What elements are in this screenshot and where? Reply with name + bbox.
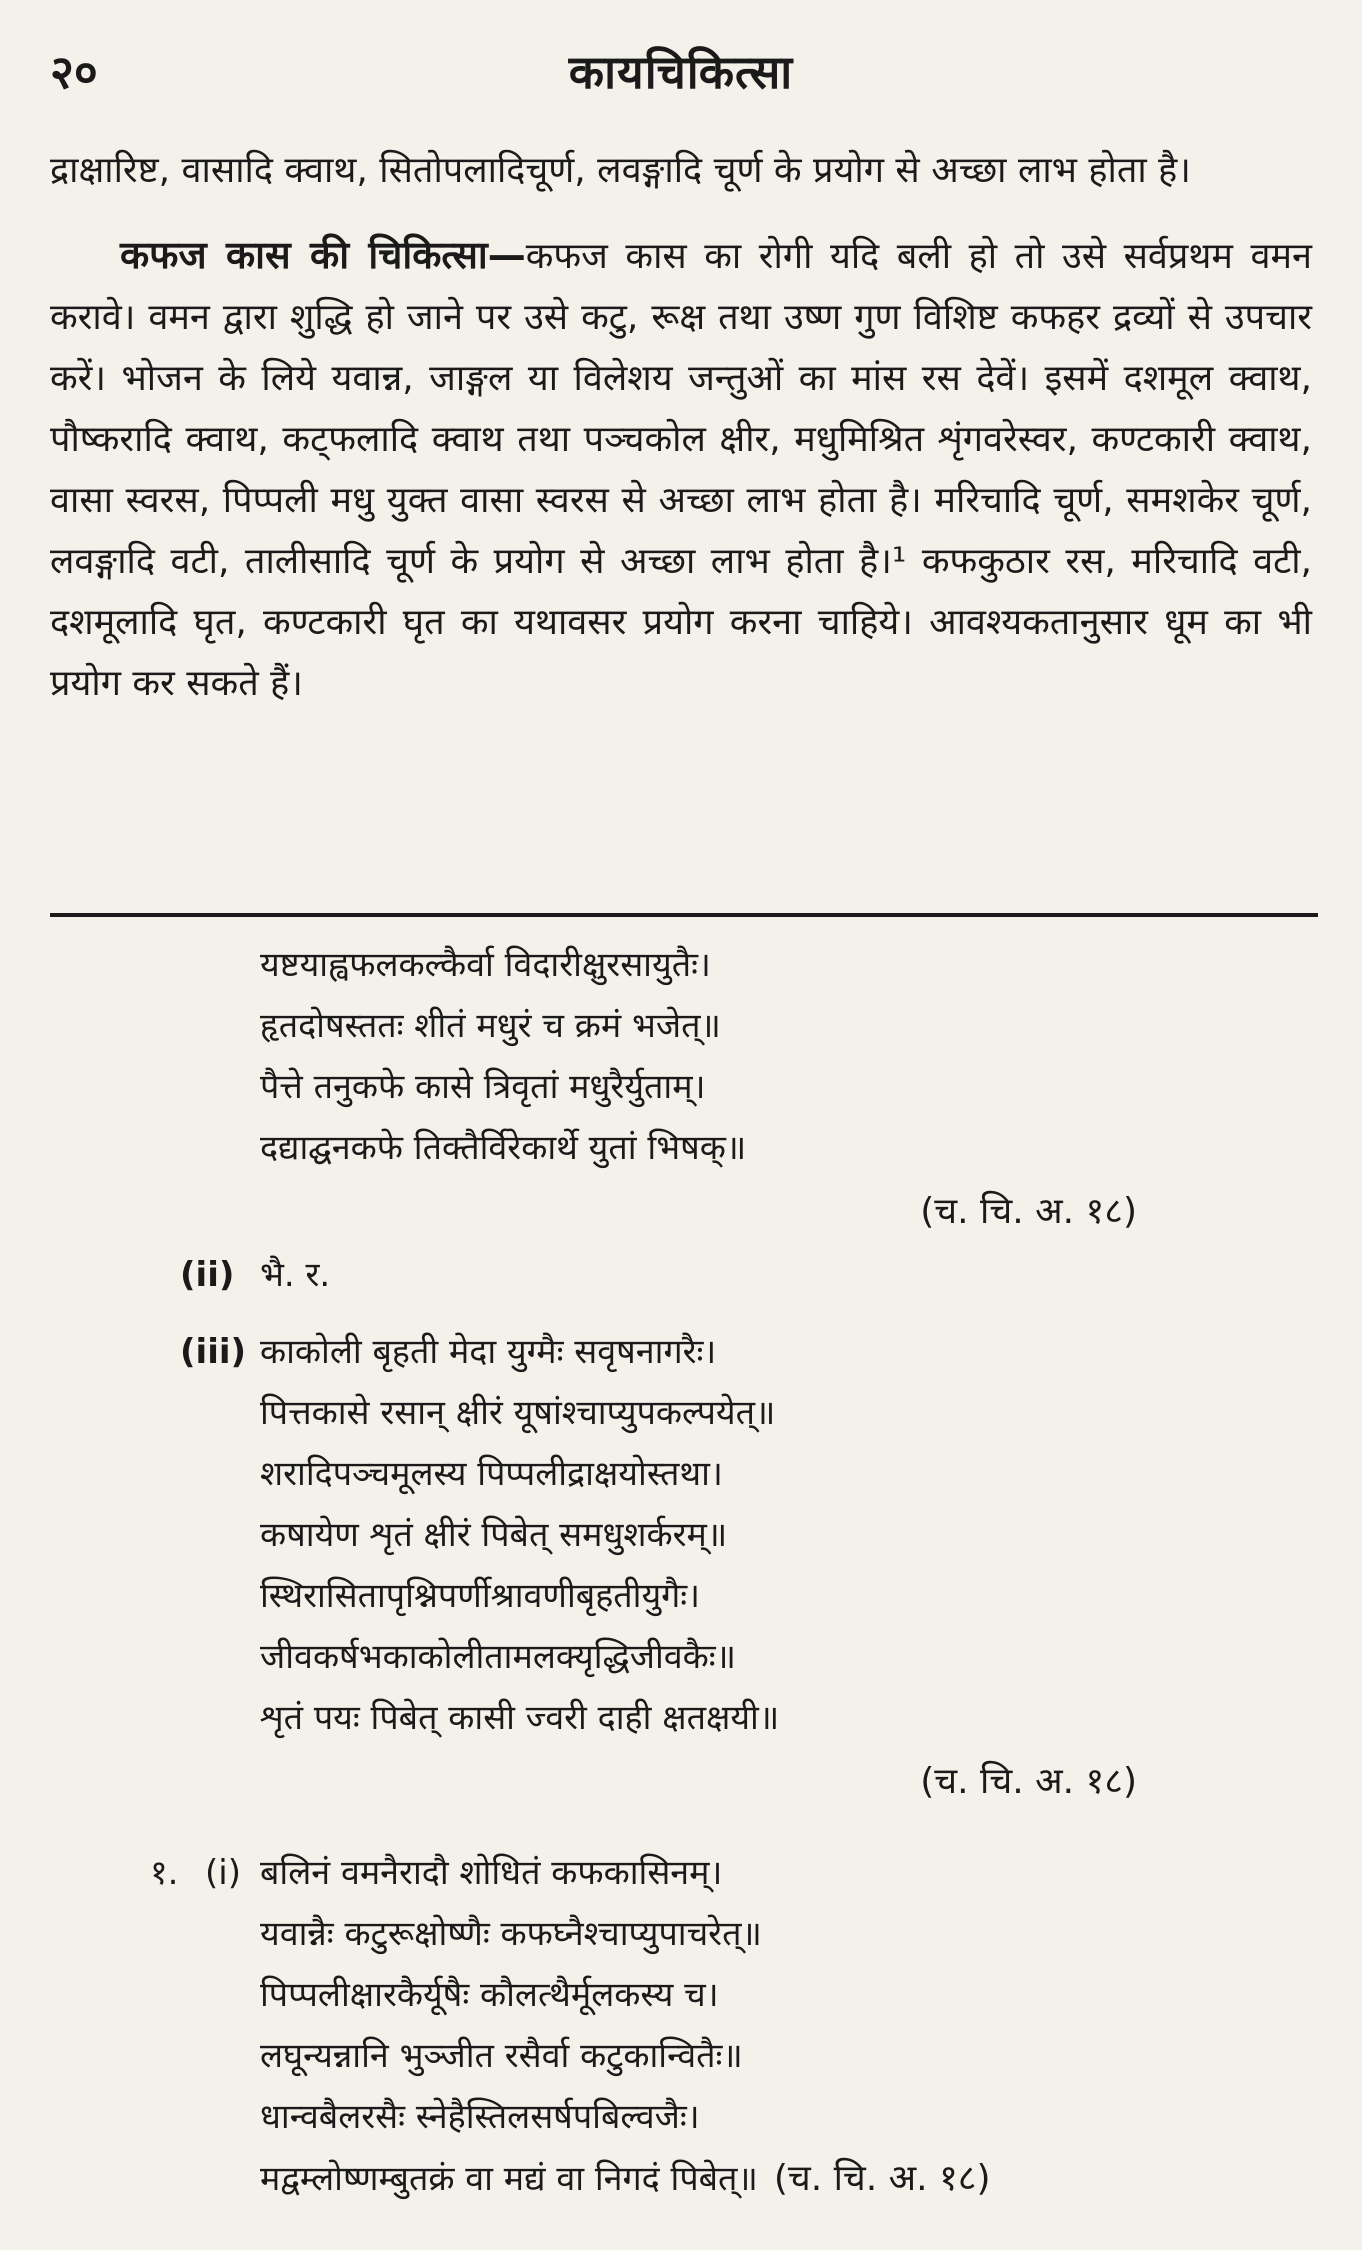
verse-line: यवान्नैः कटुरूक्षोष्णैः कफघ्नैश्चाप्युपाचरेत्॥	[260, 1914, 762, 1954]
verse-line: धान्वबैलरसैः स्नेहैस्तिलसर्षपबिल्वजैः।	[260, 2097, 700, 2137]
footnotes	[50, 935, 1312, 2209]
section-heading: कफज कास की चिकित्सा—	[120, 233, 526, 277]
verse-line: कषायेण शृतं क्षीरं पिबेत् समधुशर्करम्॥	[260, 1515, 728, 1555]
verse-line	[50, 2148, 1312, 2209]
citation: (च. चि. अ. १८)	[773, 2158, 991, 2199]
footnote-divider	[50, 913, 1318, 917]
verse-line: पिप्पलीक्षारकैर्यूषैः कौलत्थैर्मूलकस्य च।	[260, 1975, 719, 2015]
paragraph-body: कफज कास का रोगी यदि बली हो तो उसे सर्वप्रथम वमन करावे। वमन द्वारा शुद्धि हो जाने पर उसे कटु, रूक्ष तथा उष्ण गुण विशिष्ट कफहर द्रव्यों से उपचार करें। भोजन के लिये यवान्न, जाङ्गल या विलेशय जन्तुओं का मांस रस देवें। इसमें दशमूल क्वाथ, पौष्करादि क्वाथ, कट्फलादि क्वाथ तथा पञ्चकोल क्षीर, मधुमिश्रित शृंगवरेस्वर, कण्टकारी क्वाथ, वासा स्वरस, पिप्पली मधु युक्त वासा स्वरस से अच्छा लाभ होता है। मरिचादि चूर्ण, समशकेर चूर्ण, लवङ्गादि वटी, तालीसादि चूर्ण के प्रयोग से अच्छा लाभ होता है।¹ कफकुठार रस, मरिचादि वटी, दशमूलादि घृत, कण्टकारी घृत का यथावसर प्रयोग करना चाहिये। आवश्यकतानुसार धूम का भी प्रयोग कर सकते हैं।	[50, 236, 1312, 704]
page-header	[50, 40, 1312, 110]
verse-line: पित्तकासे रसान् क्षीरं यूषांश्चाप्युपकल्पयेत्॥	[260, 1393, 776, 1433]
verse-line: शरादिपञ्चमूलस्य पिप्पलीद्राक्षयोस्तथा।	[260, 1454, 723, 1494]
citation: (च. चि. अ. १८)	[920, 1761, 1137, 1802]
verse-text: मद्वम्लोष्णम्बुतक्रं वा मद्यं वा निगदं पिबेत्॥	[260, 2159, 758, 2199]
verse-line: जीवकर्षभकाकोलीतामलक्यृद्धिजीवकैः॥	[260, 1637, 737, 1677]
verse-line: हृतदोषस्ततः शीतं मधुरं च क्रमं भजेत्॥	[260, 1006, 721, 1046]
paragraph	[50, 225, 1312, 714]
verse-line: शृतं पयः पिबेत् कासी ज्वरी दाही क्षतक्षयी॥	[260, 1698, 780, 1738]
main-text	[50, 140, 1312, 714]
page-number: २०	[50, 45, 98, 99]
citation: (च. चि. अ. १८)	[920, 1191, 1137, 1232]
item-marker: (iii)	[180, 1332, 247, 1372]
footnote-1	[50, 1843, 1312, 1904]
item-marker: (ii)	[180, 1255, 235, 1295]
verse-line: काकोली बृहती मेदा युग्मैः सवृषनागरैः।	[260, 1332, 717, 1372]
item-marker: (i)	[205, 1853, 241, 1893]
verse-line: बलिनं वमनैरादौ शोधितं कफकासिनम्।	[260, 1853, 723, 1893]
item-text: भै. र.	[260, 1255, 331, 1295]
footnote-item-ii	[50, 1245, 1312, 1306]
verse-line: पैत्ते तनुकफे कासे त्रिवृतां मधुरैर्युताम्।	[260, 1067, 706, 1107]
verse-line: स्थिरासितापृश्निपर्णीश्रावणीबृहतीयुगैः।	[260, 1576, 701, 1616]
paragraph: द्राक्षारिष्ट, वासादि क्वाथ, सितोपलादिचूर्ण, लवङ्गादि चूर्ण के प्रयोग से अच्छा लाभ होता है।	[50, 150, 1191, 191]
verse-line: यष्टयाह्वफलकल्कैर्वा विदारीक्षुरसायुतैः।	[260, 945, 711, 985]
verse-line: लघून्यन्नानि भुञ्जीत रसैर्वा कटुकान्वितैः॥	[260, 2036, 743, 2076]
running-title: कायचिकित्सा	[568, 45, 794, 99]
verse-line: दद्याद्घनकफे तिक्तैर्विरेकार्थे युतां भिषक्॥	[260, 1128, 747, 1168]
footnote-item-iii	[50, 1322, 1312, 1383]
footnote-number: १.	[150, 1853, 179, 1893]
